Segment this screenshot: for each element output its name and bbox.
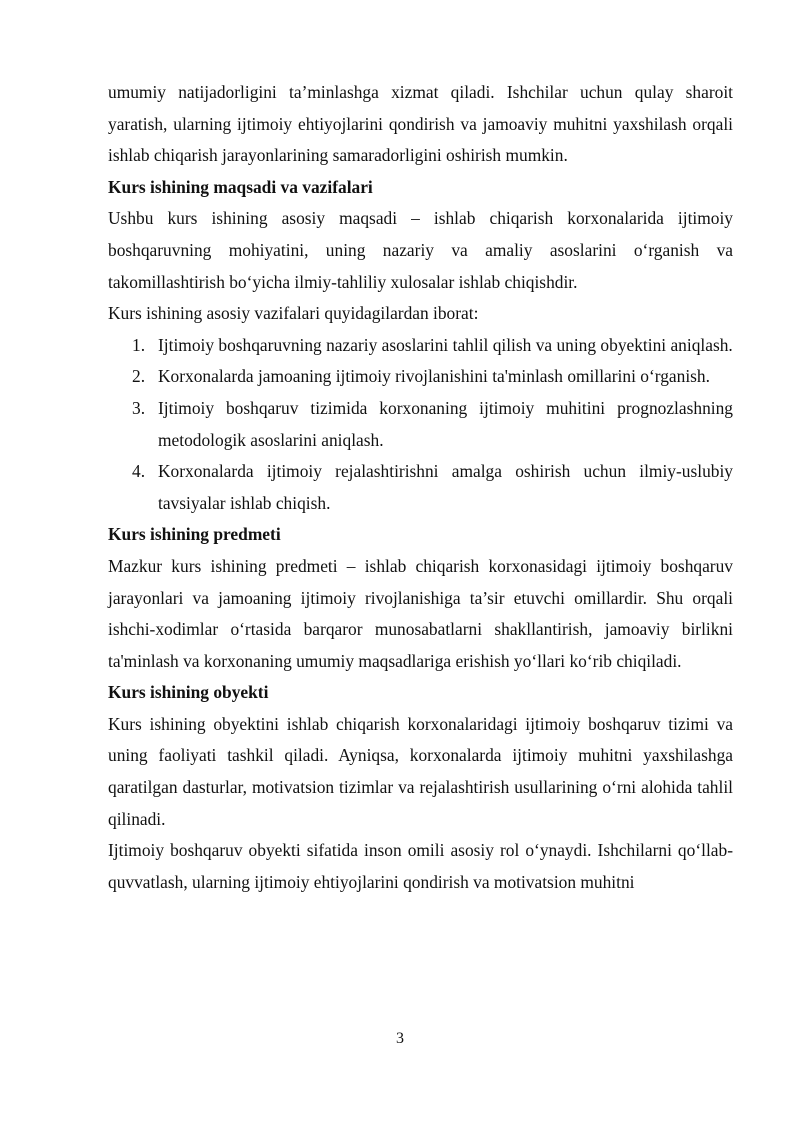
list-item bbox=[108, 456, 733, 519]
list-item-number: 1. bbox=[132, 334, 146, 355]
subject-paragraph: Mazkur kurs ishining predmeti – ishlab chiqarish korxonasidagi ijtimoiy boshqaruv jarayonlari va jamoaning ijtimoiy rivojlanishiga ta’sir etuvchi omillardir. Shu orqali ishchi-xodimlar o‘rtasida barqaror munosabatlarni shakllantirish, jamoaviy birlikni ta'minlash va korxonaning umumiy maqsadlariga erishish yo‘llari ko‘rib chiqiladi. bbox=[108, 555, 733, 671]
subject-heading: Kurs ishining predmeti bbox=[108, 524, 281, 545]
list-item-text: Ijtimoiy boshqaruv tizimida korxonaning ijtimoiy muhitini prognozlashning metodologik asoslarini aniqlash. bbox=[158, 397, 733, 450]
list-item-text: Ijtimoiy boshqaruvning nazariy asoslarini tahlil qilish va uning obyektini aniqlash. bbox=[158, 334, 733, 355]
document-page bbox=[108, 77, 733, 898]
list-item bbox=[108, 361, 733, 393]
page-number: 3 bbox=[396, 1030, 404, 1047]
list-item bbox=[108, 393, 733, 456]
human-factor-paragraph: Ijtimoiy boshqaruv obyekti sifatida inson omili asosiy rol o‘ynaydi. Ishchilarni qo‘llab-quvvatlash, ularning ijtimoiy ehtiyojlarini qondirish va motivatsion muhitni bbox=[108, 840, 733, 892]
list-item-number: 2. bbox=[132, 366, 146, 387]
list-item-number: 3. bbox=[132, 397, 146, 418]
tasks-list bbox=[108, 330, 733, 520]
list-item-number: 4. bbox=[132, 461, 146, 482]
goal-heading: Kurs ishining maqsadi va vazifalari bbox=[108, 176, 373, 197]
intro-paragraph: umumiy natijadorligini ta’minlashga xizmat qiladi. Ishchilar uchun qulay sharoit yaratish, ularning ijtimoiy ehtiyojlarini qondirish va jamoaviy muhitni yaxshilash orqali ishlab chiqarish jarayonlarining samaradorligini oshirish mumkin. bbox=[108, 82, 733, 166]
object-paragraph: Kurs ishining obyektini ishlab chiqarish korxonalaridagi ijtimoiy boshqaruv tizimi va uning faoliyati tashkil qiladi. Ayniqsa, korxonalarda ijtimoiy muhitni yaxshilashga qaratilgan dasturlar, motivatsion tizimlar va rejalashtirish usullarining o‘rni alohida tahlil qilinadi. bbox=[108, 713, 733, 829]
list-item-text: Korxonalarda jamoaning ijtimoiy rivojlanishini ta'minlash omillarini o‘rganish. bbox=[158, 366, 710, 387]
goal-paragraph: Ushbu kurs ishining asosiy maqsadi – ishlab chiqarish korxonalarida ijtimoiy boshqaruvning mohiyatini, uning nazariy va amaliy asoslarini o‘rganish va takomillashtirish bo‘yicha ilmiy-tahliliy xulosalar ishlab chiqishdir. bbox=[108, 208, 733, 292]
object-heading: Kurs ishining obyekti bbox=[108, 682, 269, 703]
list-item-text: Korxonalarda ijtimoiy rejalashtirishni amalga oshirish uchun ilmiy-uslubiy tavsiyalar ishlab chiqish. bbox=[158, 461, 733, 513]
list-item bbox=[108, 330, 733, 362]
tasks-intro: Kurs ishining asosiy vazifalari quyidagilardan iborat: bbox=[108, 303, 479, 324]
